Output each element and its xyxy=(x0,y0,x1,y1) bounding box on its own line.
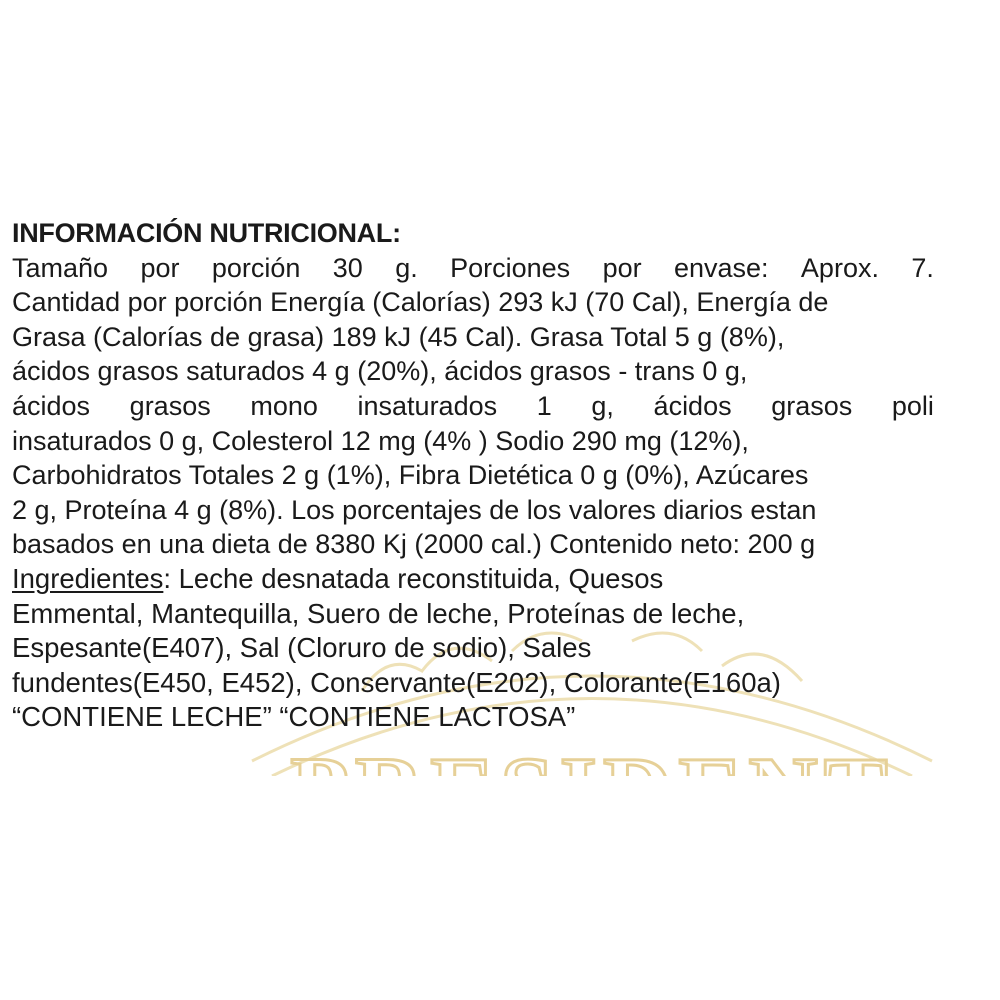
justified-word: grasos xyxy=(771,390,853,421)
ingredients-line-3: Espesante(E407), Sal (Cloruro de sodio), Sales xyxy=(12,632,592,664)
net-content-line: basados en una dieta de 8380 Kj (2000 cal.) Contenido neto: 200 g xyxy=(12,529,816,560)
energy-line: Cantidad por porción Energía (Calorías) 293 kJ (70 Cal), Energía de xyxy=(12,287,829,318)
justified-word: 30 xyxy=(332,252,363,283)
ingredients-text-start: : Leche desnatada reconstituida, Quesos xyxy=(163,562,664,594)
justified-word: Aprox. xyxy=(800,252,879,283)
justified-word: por xyxy=(602,252,642,283)
allergen-warning: “CONTIENE LECHE” “CONTIENE LACTOSA” xyxy=(12,701,576,733)
justified-word: Porciones xyxy=(450,252,571,283)
justified-word: mono xyxy=(250,390,318,421)
justified-word: 7. xyxy=(911,252,934,283)
justified-word: por xyxy=(140,252,180,283)
nutrition-label xyxy=(12,216,992,844)
serving-size-line xyxy=(12,251,934,286)
mono-unsaturated-line xyxy=(12,389,934,424)
fat-line: Grasa (Calorías de grasa) 189 kJ (45 Cal). Grasa Total 5 g (8%), xyxy=(12,321,785,352)
ingredients-line-4: fundentes(E450, E452), Conservante(E202), Colorante(E160a) xyxy=(12,666,781,698)
justified-word: envase: xyxy=(673,252,769,283)
cholesterol-sodium-line: insaturados 0 g, Colesterol 12 mg (4% ) Sodio 290 mg (12%), xyxy=(12,425,749,456)
saturated-fat-line: ácidos grasos saturados 4 g (20%), ácidos grasos - trans 0 g, xyxy=(12,356,748,387)
justified-word: g. xyxy=(395,252,418,283)
ingredients-line-2: Emmental, Mantequilla, Suero de leche, Proteínas de leche, xyxy=(12,597,745,629)
justified-word: poli xyxy=(891,390,934,421)
justified-word: porción xyxy=(211,252,301,283)
justified-word: insaturados xyxy=(357,390,498,421)
watermark-text: PRESIDENT xyxy=(290,737,894,844)
justified-word: Tamaño xyxy=(12,252,109,283)
justified-word: 1 xyxy=(536,390,552,421)
ingredients-line-1 xyxy=(12,562,992,597)
nutrition-heading: INFORMACIÓN NUTRICIONAL: xyxy=(12,218,401,248)
justified-word: g, xyxy=(591,390,614,421)
label-text xyxy=(12,216,992,735)
justified-word: ácidos xyxy=(12,390,91,421)
justified-word: grasos xyxy=(129,390,211,421)
ingredients-label: Ingredientes xyxy=(12,562,164,594)
carbohydrates-line: Carbohidratos Totales 2 g (1%), Fibra Dietética 0 g (0%), Azúcares xyxy=(12,460,809,491)
justified-word: ácidos xyxy=(653,390,732,421)
protein-line: 2 g, Proteína 4 g (8%). Los porcentajes de los valores diarios estan xyxy=(12,494,817,525)
ingredients-block xyxy=(12,562,992,735)
